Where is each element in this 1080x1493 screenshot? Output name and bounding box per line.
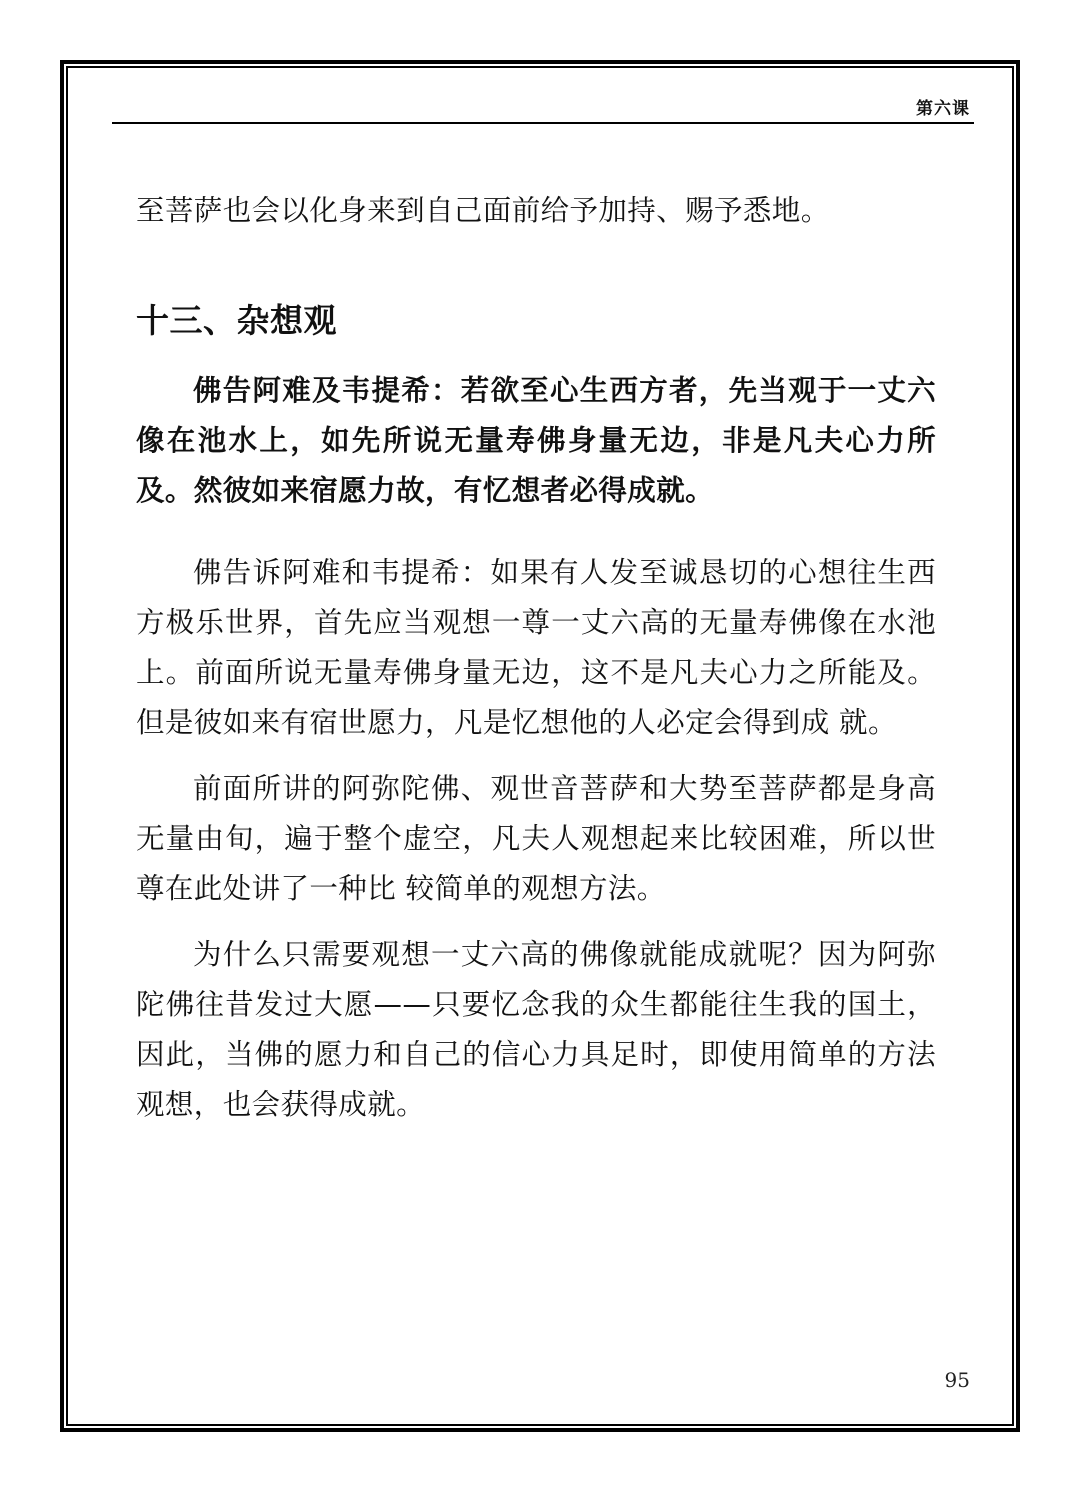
commentary-paragraph-2: 前面所讲的阿弥陀佛、观世音菩萨和大势至菩萨都是身高无量由旬，遍于整个虚空，凡夫人观想起来比较困难，所以世尊在此处讲了一种比 较简单的观想方法。 <box>136 772 936 905</box>
chapter-label: 第六课 <box>916 99 970 119</box>
running-header <box>112 92 974 124</box>
sutra-quote: 佛告阿难及韦提希：若欲至心生西方者，先当观于一丈六像在池水上，如先所说无量寿佛身量无边，非是凡夫心力所及。然彼如来宿愿力故，有忆想者必得成就。 <box>136 374 936 507</box>
commentary-paragraph-1: 佛告诉阿难和韦提希：如果有人发至诚恳切的心想往生西方极乐世界，首先应当观想一尊一丈六高的无量寿佛像在水池上。前面所说无量寿佛身量无边，这不是凡夫心力之所能及。但是彼如来有宿世愿力，凡是忆想他的人必定会得到成 就。 <box>136 556 936 739</box>
page-content <box>136 186 936 1130</box>
section-heading: 十三、杂想观 <box>136 301 337 340</box>
continuation-paragraph: 至菩萨也会以化身来到自己面前给予加持、赐予悉地。 <box>136 194 830 227</box>
commentary-paragraph-3: 为什么只需要观想一丈六高的佛像就能成就呢？因为阿弥陀佛往昔发过大愿——只要忆念我的众生都能往生我的国土，因此，当佛的愿力和自己的信心力具足时，即使用简单的方法观想，也会获得成就。 <box>136 938 936 1121</box>
page-number: 95 <box>944 1368 970 1392</box>
